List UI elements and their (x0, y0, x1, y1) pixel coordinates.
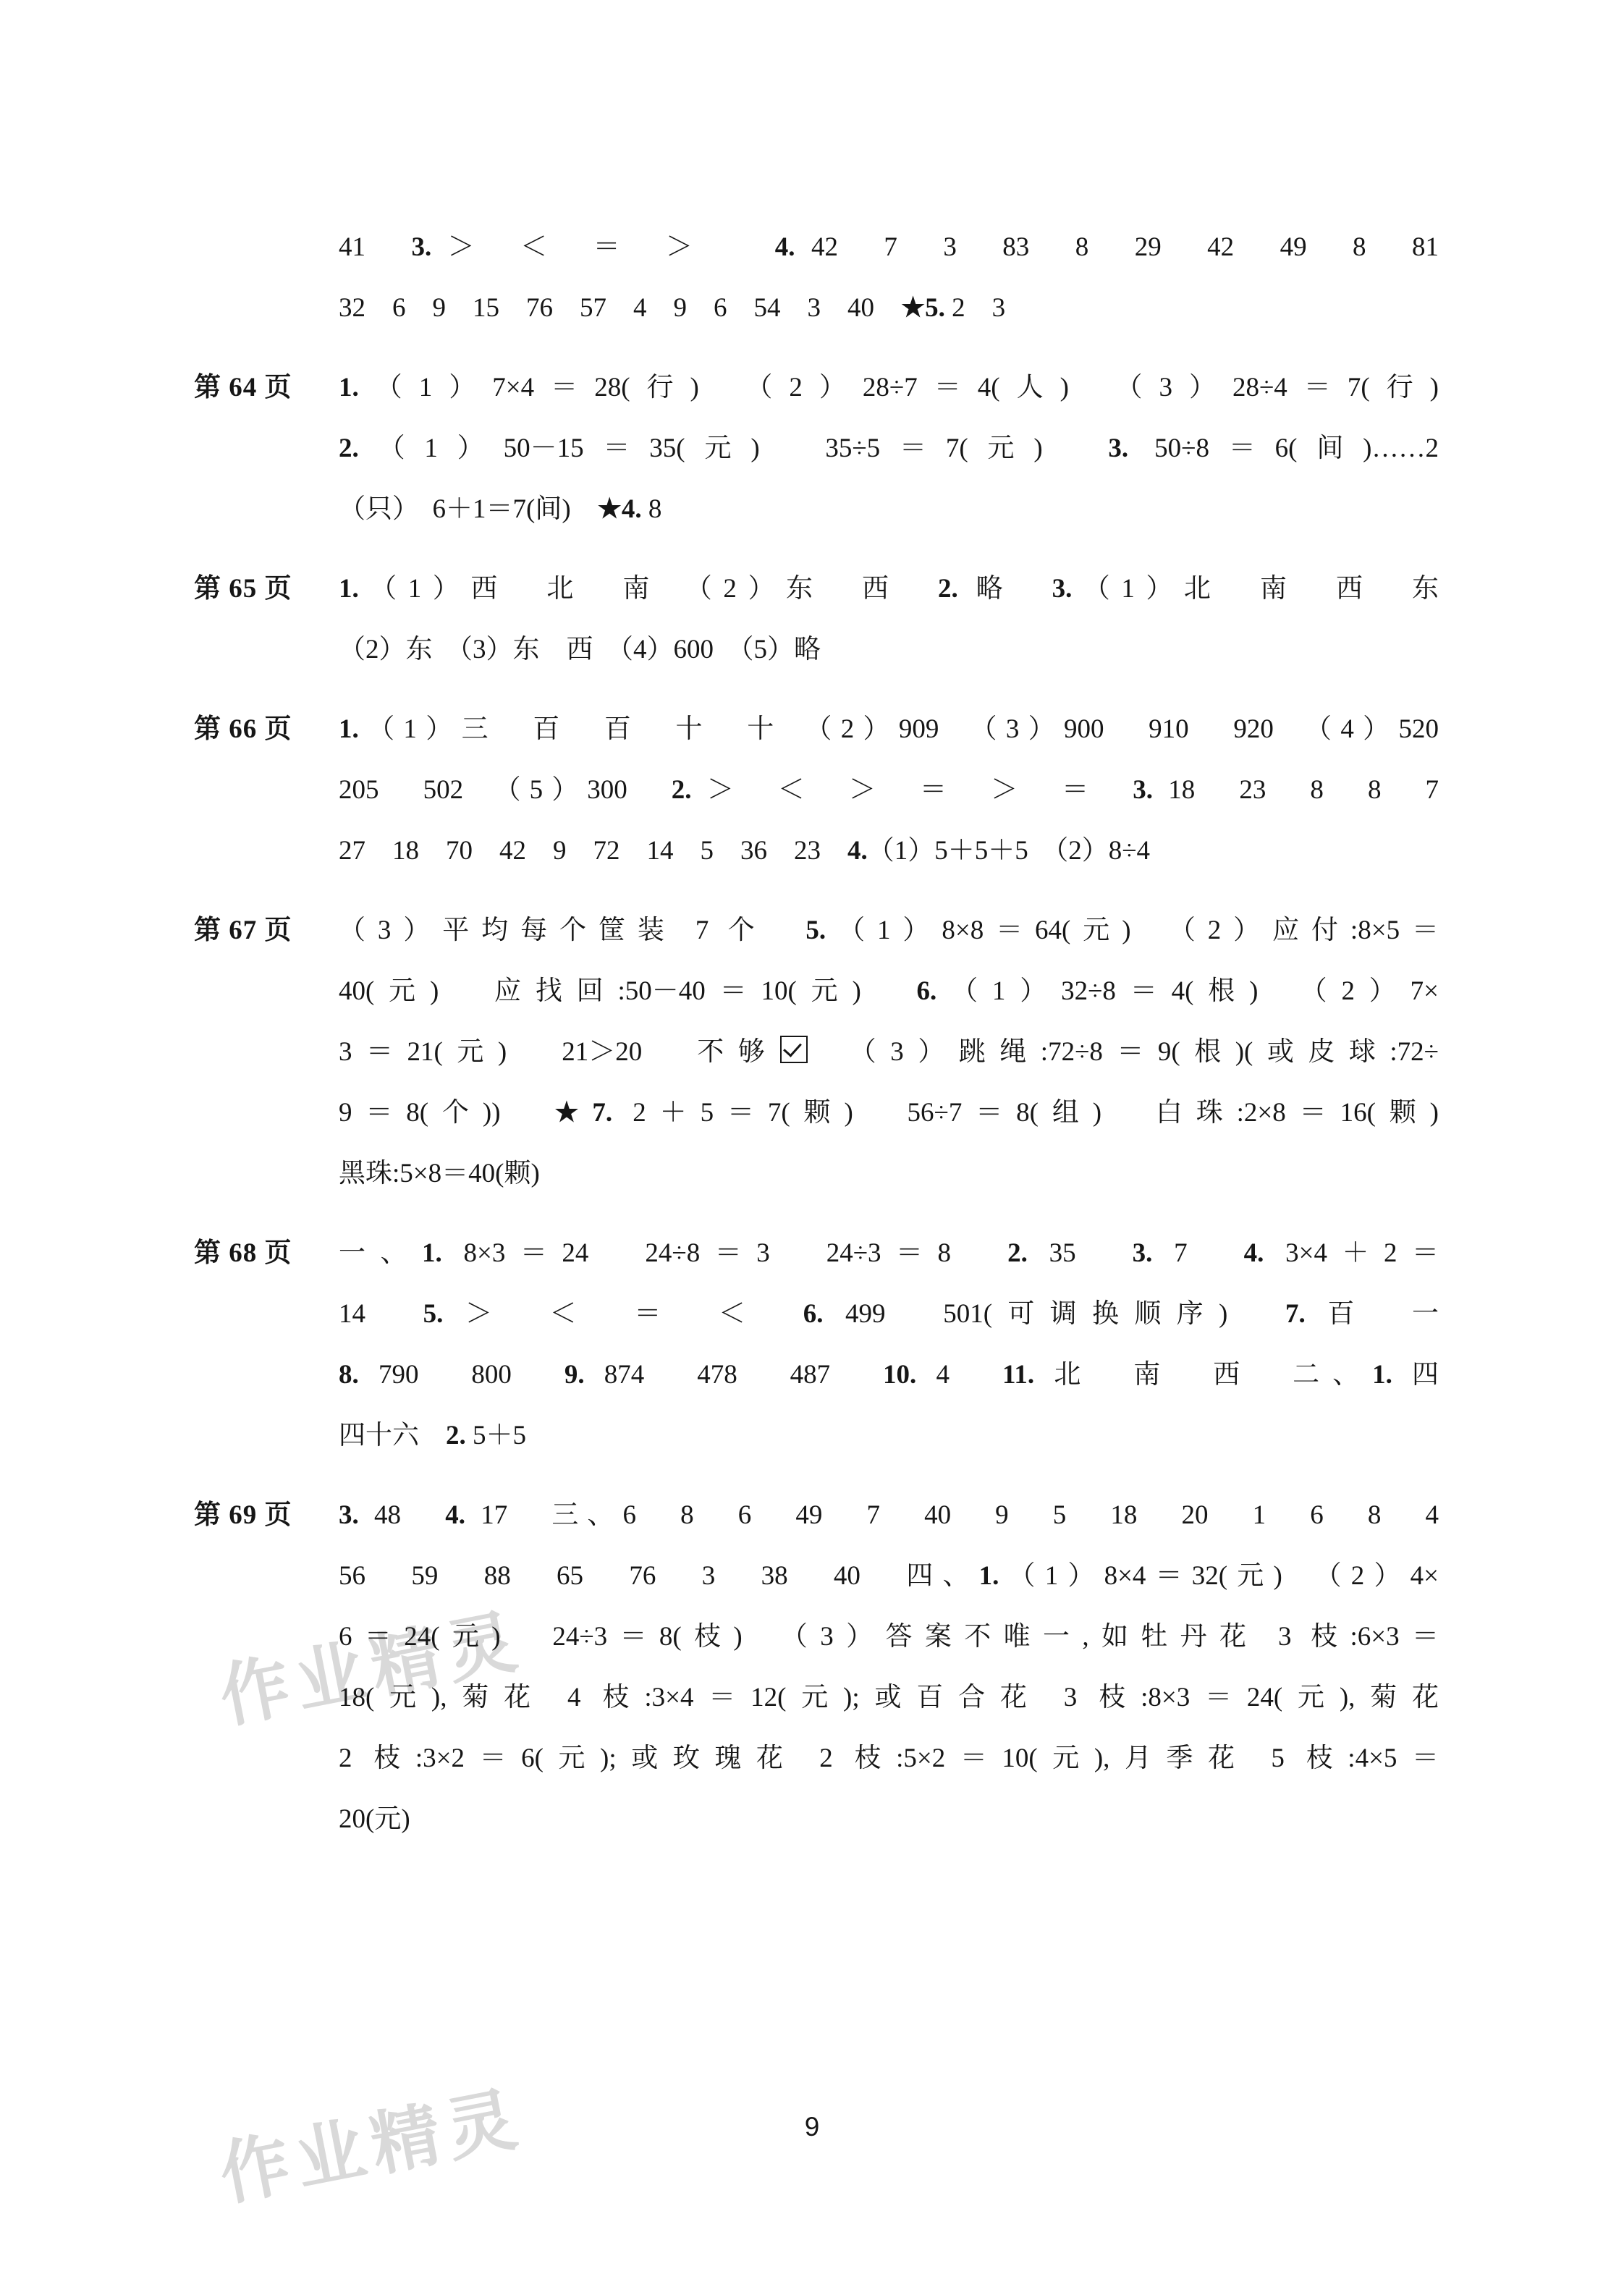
answer-line: （3）平均每个筐装 7 个 5.（1）8×8＝64(元) （2）应付:8×5＝ (339, 916, 1439, 945)
answer-block (194, 1485, 1439, 1850)
answer-content (194, 217, 1439, 1869)
answer-line: 27 18 70 42 9 72 14 5 36 23 4.（1）5＋5＋5 （2）8÷4 (339, 836, 1151, 866)
answer-block (194, 1223, 1439, 1466)
answer-line: 8. 790 800 9. 874 478 487 10. 4 11. 北 南 西 二、1. 四 (339, 1360, 1439, 1390)
answer-line: 56 59 88 65 76 3 38 40 四、1.（1）8×4＝32(元) （2）4× (339, 1561, 1439, 1591)
answer-line: 黑珠:5×8＝40(颗) (339, 1159, 540, 1188)
answer-block (194, 559, 1439, 680)
answer-line: 6＝24(元) 24÷3＝8(枝) （3）答案不唯一,如牡丹花 3 枝:6×3＝ (339, 1622, 1439, 1652)
answer-line: 40(元) 应找回:50－40＝10(元) 6.（1）32÷8＝4(根) （2）7× (339, 976, 1439, 1006)
answer-line: 2.（1）50－15＝35(元) 35÷5＝7(元) 3. 50÷8＝6(间)……2 (339, 434, 1439, 463)
watermark-text: 作业精灵 (213, 2079, 530, 2215)
page-label: 第 68 页 (194, 1238, 292, 1268)
answer-line: 2 枝:3×2＝6(元);或玫瑰花 2 枝:5×2＝10(元),月季花 5 枝:4×5＝ (339, 1743, 1439, 1773)
answer-line: 1.（1）三 百 百 十 十 （2）909 （3）900 910 920 （4）520 (339, 714, 1439, 744)
answer-line: 18(元),菊花 4 枝:3×4＝12(元);或百合花 3 枝:8×3＝24(元),菊花 (339, 1683, 1439, 1712)
answer-line: 9＝8(个)) ★7. 2＋5＝7(颗) 56÷7＝8(组) 白珠:2×8＝16(颗) (339, 1098, 1439, 1128)
answer-line: 3＝21(元) 21＞20 不够 （3）跳绳:72÷8＝9(根)(或皮球:72÷ (339, 1037, 1439, 1067)
answer-lines (339, 1485, 1439, 1850)
answer-line: （只） 6＋1＝7(间) ★4. 8 (339, 494, 662, 524)
answer-block (194, 900, 1439, 1204)
page-label: 第 65 页 (194, 574, 292, 604)
answer-lines (339, 358, 1439, 540)
answer-block (194, 699, 1439, 882)
page-label: 第 66 页 (194, 714, 292, 744)
answer-lines (339, 900, 1439, 1204)
answer-lines (339, 217, 1439, 339)
answer-line: 3. 48 4. 17 三、6 8 6 49 7 40 9 5 18 20 1 6 8 4 (339, 1500, 1439, 1530)
answer-line: 一、1. 8×3＝24 24÷8＝3 24÷3＝8 2. 35 3. 7 4. 3×4＋2＝ (339, 1238, 1439, 1268)
answer-line: 41 3. ＞ ＜ ＝ ＞ 4. 42 7 3 83 8 29 42 49 8 81 (339, 232, 1439, 262)
answer-block (194, 217, 1439, 339)
page-number: 9 (804, 2112, 820, 2142)
answer-line: 205 502 （5）300 2. ＞ ＜ ＞ ＝ ＞ ＝ 3. 18 23 8 8 7 (339, 775, 1439, 805)
answer-lines (339, 559, 1439, 680)
page-label: 第 64 页 (194, 373, 292, 402)
answer-line: 1.（1）西 北 南 （2）东 西 2. 略 3.（1）北 南 西 东 (339, 574, 1439, 604)
checked-checkbox-icon (780, 1036, 808, 1063)
answer-line: （2）东 （3）东 西 （4）600 （5）略 (339, 635, 821, 664)
answer-line: 20(元) (339, 1804, 410, 1834)
answer-lines (339, 699, 1439, 882)
answer-lines (339, 1223, 1439, 1466)
answer-line: 14 5. ＞ ＜ ＝ ＜ 6. 499 501(可调换顺序) 7. 百 一 (339, 1299, 1439, 1329)
watermark-text: 作业精灵 (213, 1602, 530, 1737)
answer-line: 1.（1）7×4＝28(行) （2）28÷7＝4(人) （3）28÷4＝7(行) (339, 373, 1439, 402)
answer-line: 32 6 9 15 76 57 4 9 6 54 3 40 ★5. 2 3 (339, 293, 1006, 323)
answer-line: 四十六 2. 5＋5 (339, 1421, 526, 1450)
answer-block (194, 358, 1439, 540)
page-label: 第 67 页 (194, 916, 292, 945)
page-label: 第 69 页 (194, 1500, 292, 1530)
